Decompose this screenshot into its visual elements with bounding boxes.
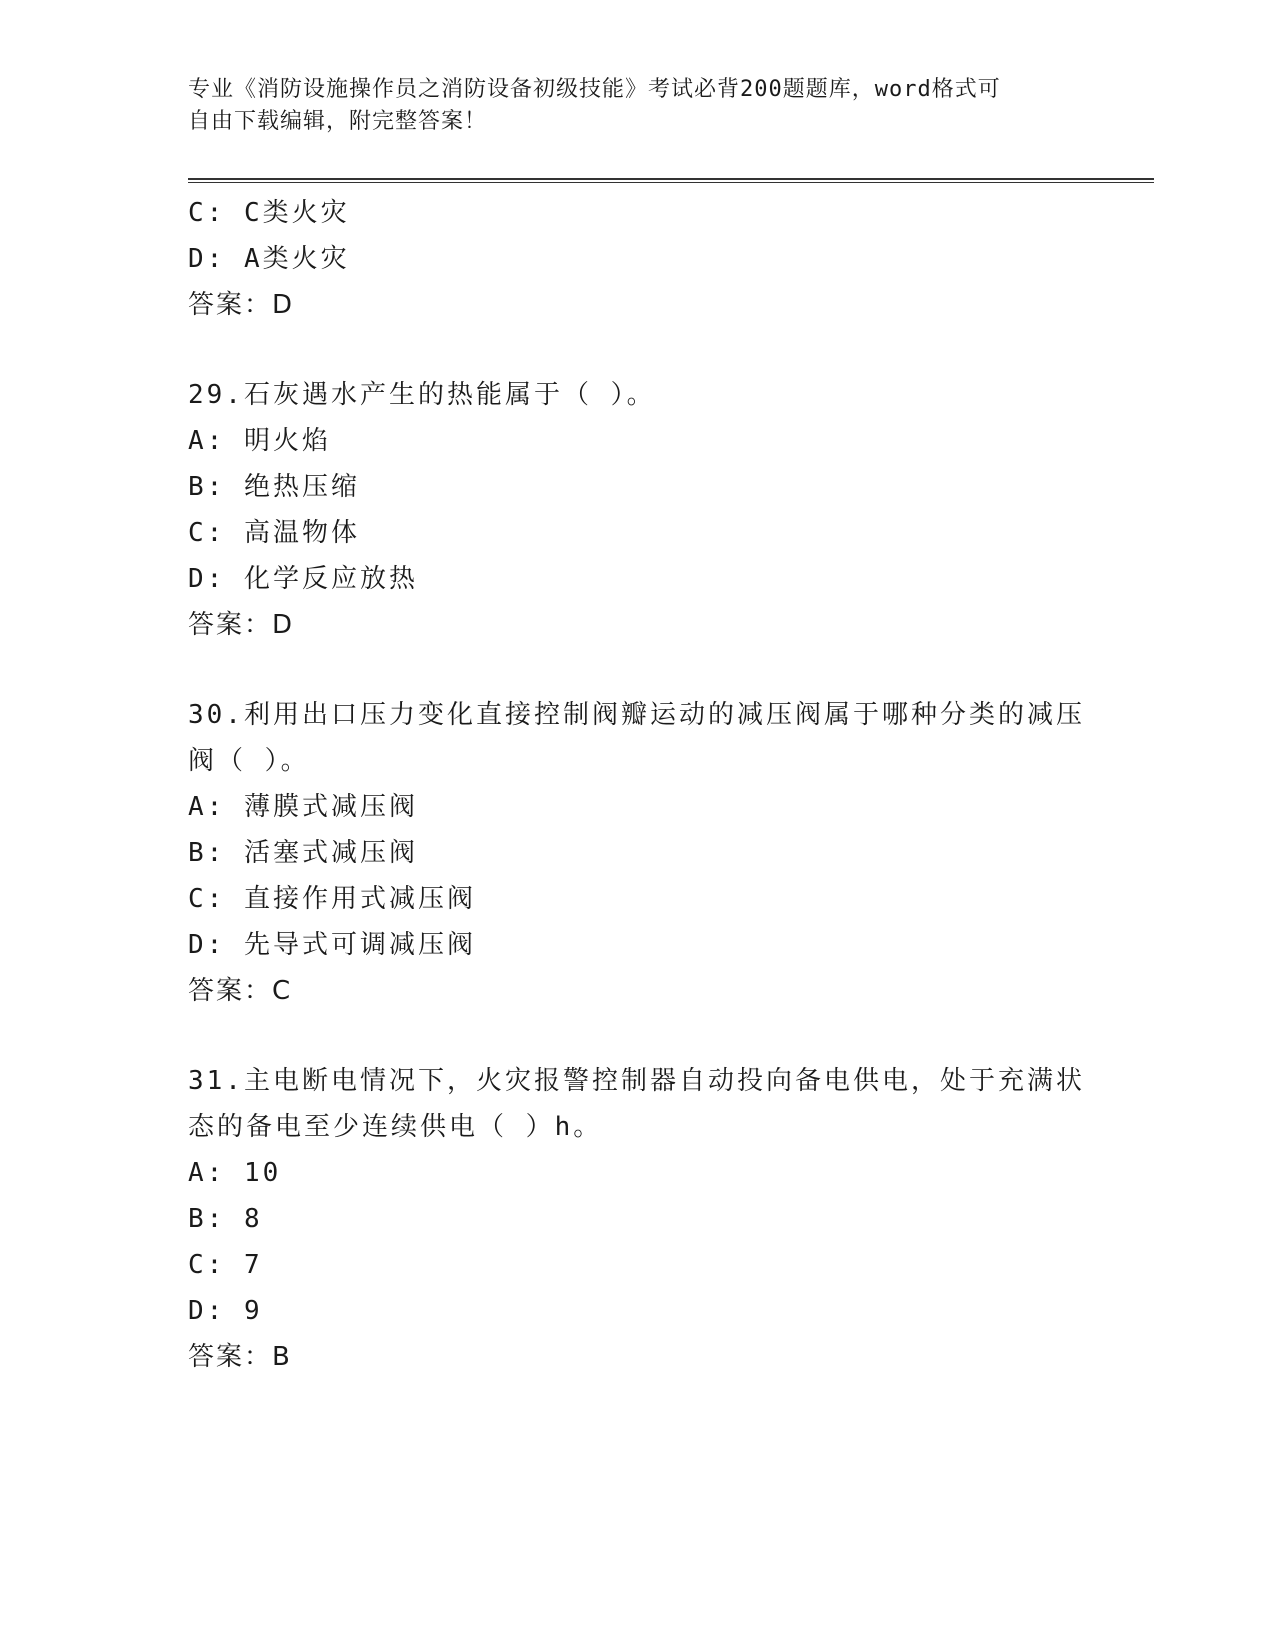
question-stem-line-2: 阀（ ）。 [188,746,310,776]
answer-line: 答案：C [188,976,293,1006]
spacer [188,328,1088,372]
spacer [188,648,1088,692]
option-c: C: C类火灾 [188,198,350,228]
option-b: B: 8 [188,1204,263,1234]
option-d: D: 化学反应放热 [188,564,418,594]
option-b: B: 活塞式减压阀 [188,838,418,868]
question-stem: 29.石灰遇水产生的热能属于（ ）。 [188,380,656,410]
question-29 [188,372,1088,648]
option-a: A: 薄膜式减压阀 [188,792,418,822]
question-30 [188,692,1088,1014]
spacer [188,1014,1088,1058]
header-line-2: 自由下载编辑，附完整答案！ [188,109,488,134]
question-31 [188,1058,1088,1380]
header-divider [188,178,1154,183]
header-line-1: 专业《消防设施操作员之消防设备初级技能》考试必背200题题库，word格式可 [188,77,1001,102]
question-content [188,190,1088,1380]
option-d: D: A类火灾 [188,244,350,274]
question-stem-line-1: 30.利用出口压力变化直接控制阀瓣运动的减压阀属于哪种分类的减压 [188,700,1085,730]
prev-question-block [188,190,1088,328]
option-c: C: 7 [188,1250,263,1280]
option-d: D: 9 [188,1296,263,1326]
option-a: A: 明火焰 [188,426,331,456]
option-a: A: 10 [188,1158,282,1188]
option-d: D: 先导式可调减压阀 [188,930,476,960]
question-stem-line-2: 态的备电至少连续供电（ ）h。 [188,1112,603,1142]
question-stem-line-1: 31.主电断电情况下，火灾报警控制器自动投向备电供电，处于充满状 [188,1066,1085,1096]
answer-line: 答案：D [188,290,295,320]
option-b: B: 绝热压缩 [188,472,360,502]
page-header [188,74,1078,138]
option-c: C: 高温物体 [188,518,360,548]
option-c: C: 直接作用式减压阀 [188,884,476,914]
answer-line: 答案：B [188,1342,292,1372]
answer-line: 答案：D [188,610,295,640]
